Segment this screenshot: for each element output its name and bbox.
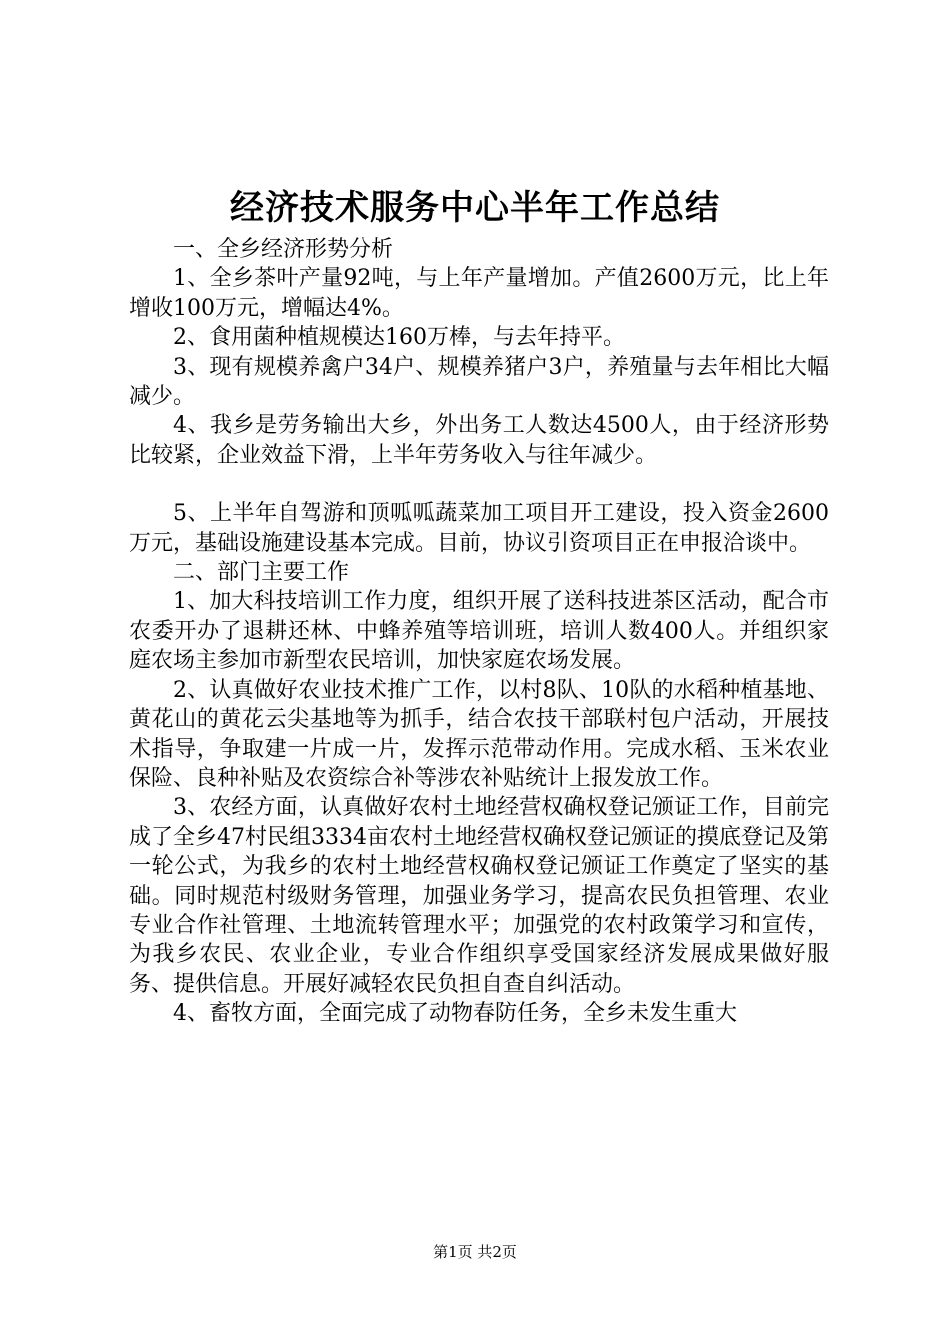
paragraph: 3、现有规模养禽户34户、规模养猪户3户，养殖量与去年相比大幅减少。	[129, 354, 829, 410]
paragraph: 4、畜牧方面，全面完成了动物春防任务，全乡未发生重大	[173, 1001, 737, 1027]
page-footer	[0, 1242, 950, 1262]
section-heading: 二、部门主要工作	[173, 560, 350, 586]
page-count: 共2页	[477, 1243, 517, 1261]
paragraph: 2、食用菌种植规模达160万棒，与去年持平。	[173, 325, 625, 351]
page-number: 第1页	[433, 1243, 473, 1261]
paragraph: 2、认真做好农业技术推广工作，以村8队、10队的水稻种植基地、黄花山的黄花云尖基地等为抓手，结合农技干部联村包户活动，开展技术指导，争取建一片成一片，发挥示范带动作用。完成水稻、玉米农业保险、良种补贴及农资综合补等涉农补贴统计上报发放工作。	[129, 677, 829, 791]
paragraph: 4、我乡是劳务输出大乡，外出务工人数达4500人，由于经济形势比较紧，企业效益下滑，上半年劳务收入与往年减少。	[129, 413, 829, 468]
section-heading: 一、全乡经济形势分析	[173, 237, 394, 262]
paragraph: 1、加大科技培训工作力度，组织开展了送科技进茶区活动，配合市农委开办了退耕还林、中蜂养殖等培训班，培训人数400人。并组织家庭农场主参加市新型农民培训，加快家庭农场发展。	[129, 589, 829, 674]
paragraph: 5、上半年自驾游和顶呱呱蔬菜加工项目开工建设，投入资金2600万元，基础设施建设基本完成。目前，协议引资项目正在申报洽谈中。	[129, 501, 829, 556]
paragraph: 3、农经方面，认真做好农村土地经营权确权登记颁证工作，目前完成了全乡47村民组3334亩农村土地经营权确权登记颁证的摸底登记及第一轮公式，为我乡的农村土地经营权确权登记颁证工作奠定了坚实的基础。同时规范村级财务管理，加强业务学习，提高农民负担管理、农业专业合作社管理、土地流转管理水平；加强党的农村政策学习和宣传，为我乡农民、农业企业，专业合作组织享受国家经济发展成果做好服务、提供信息。开展好减轻农民负担自查自纠活动。	[129, 795, 829, 997]
document-title: 经济技术服务中心半年工作总结	[230, 188, 720, 228]
paragraph: 1、全乡茶叶产量92吨，与上年产量增加。产值2600万元，比上年增收100万元，增幅达4%。	[129, 266, 829, 321]
document-body	[129, 235, 829, 1029]
